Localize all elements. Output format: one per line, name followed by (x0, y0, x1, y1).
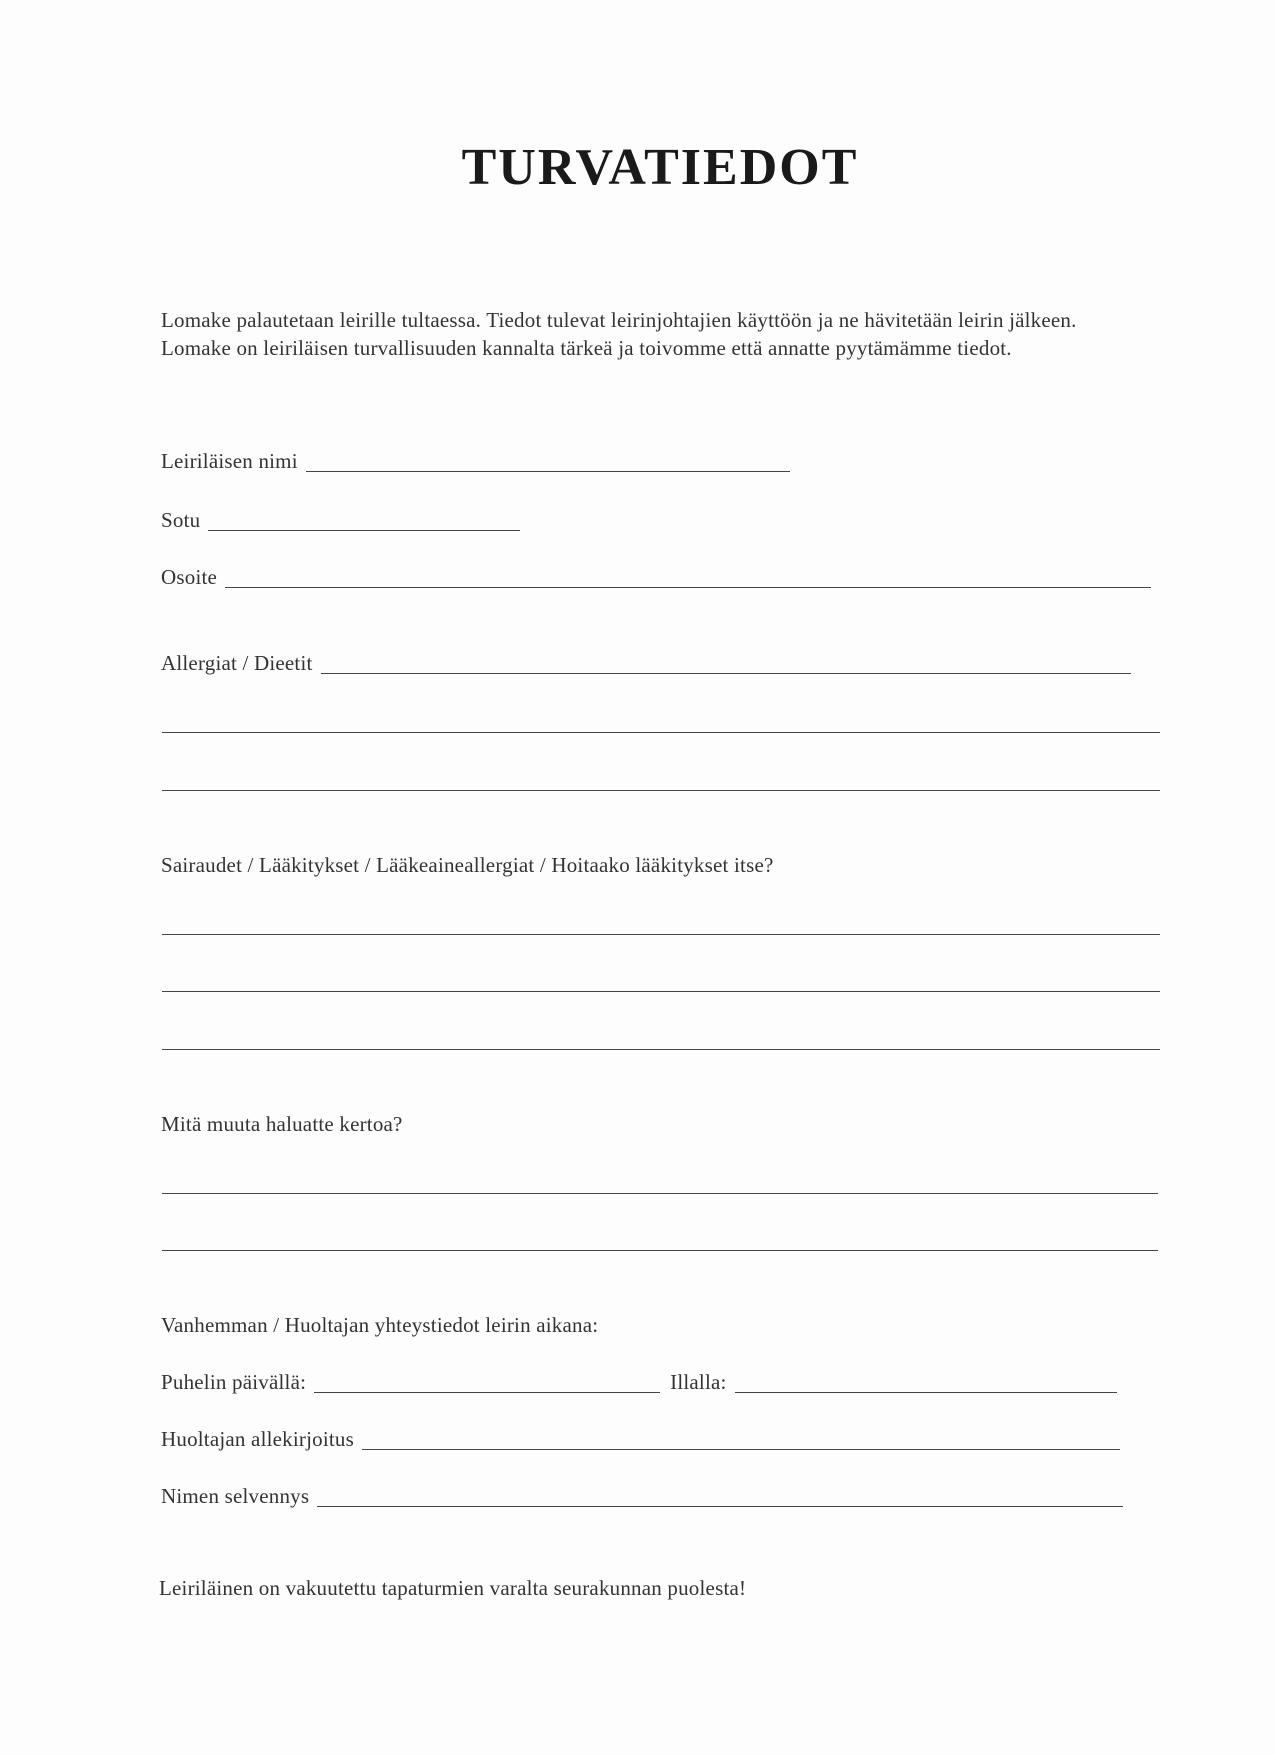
illnesses-line-1[interactable] (162, 934, 1160, 935)
other-line-1[interactable] (162, 1193, 1158, 1194)
phone-evening-label: Illalla: (670, 1370, 727, 1394)
phone-day-field[interactable] (314, 1392, 660, 1393)
other-line-2[interactable] (162, 1250, 1158, 1251)
phone-row (161, 1369, 1117, 1395)
signature-field[interactable] (362, 1449, 1120, 1450)
name-field[interactable] (306, 471, 790, 472)
allergies-line-3[interactable] (162, 790, 1160, 791)
name-clarification-field[interactable] (317, 1506, 1123, 1507)
page-title: TURVATIEDOT (461, 139, 859, 196)
address-row (161, 564, 1151, 590)
name-clarification-label: Nimen selvennys (161, 1484, 310, 1508)
footer-note: Leiriläinen on vakuutettu tapaturmien varalta seurakunnan puolesta! (159, 1576, 747, 1600)
signature-label: Huoltajan allekirjoitus (161, 1427, 354, 1451)
sotu-label: Sotu (161, 508, 201, 532)
address-field[interactable] (225, 587, 1151, 588)
phone-day-label: Puhelin päivällä: (161, 1370, 307, 1394)
other-label: Mitä muuta haluatte kertoa? (161, 1112, 403, 1136)
illnesses-line-3[interactable] (162, 1049, 1160, 1050)
guardian-contact-label: Vanhemman / Huoltajan yhteystiedot leirin aikana: (161, 1313, 599, 1337)
illnesses-label: Sairaudet / Lääkitykset / Lääkeaineallergiat / Hoitaako lääkitykset itse? (161, 853, 774, 877)
phone-evening-field[interactable] (735, 1392, 1117, 1393)
allergies-label: Allergiat / Dieetit (161, 651, 313, 675)
sotu-field[interactable] (208, 530, 520, 531)
address-label: Osoite (161, 565, 218, 589)
sotu-row (161, 507, 520, 533)
allergies-field[interactable] (321, 673, 1131, 674)
name-clarification-row (161, 1483, 1123, 1509)
signature-row (161, 1426, 1120, 1452)
allergies-row (161, 650, 1131, 676)
intro-text: Lomake palautetaan leirille tultaessa. Tiedot tulevat leirinjohtajien käyttöön ja ne hävitetään leirin jälkeen. Lomake on leiriläisen turvallisuuden kannalta tärkeä ja toivomme että annatte pyytämämme tiedot. (161, 308, 1077, 360)
allergies-line-2[interactable] (162, 732, 1160, 733)
illnesses-line-2[interactable] (162, 991, 1160, 992)
name-label: Leiriläisen nimi (161, 449, 298, 473)
name-row (161, 448, 790, 474)
